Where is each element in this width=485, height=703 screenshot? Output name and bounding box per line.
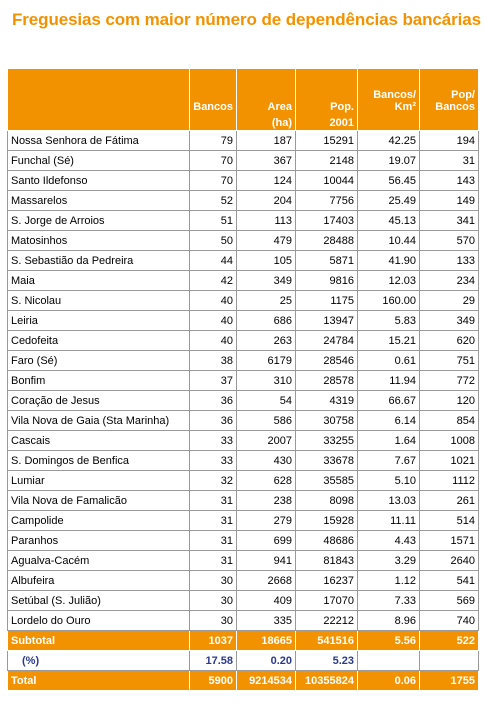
- cell-name: Vila Nova de Gaia (Sta Marinha): [8, 411, 190, 431]
- subtotal-row: [8, 631, 479, 651]
- cell-pop: 541516: [296, 631, 358, 651]
- percent-row: [8, 651, 479, 671]
- banks-table: [7, 68, 479, 691]
- cell-area: 335: [237, 611, 296, 631]
- cell-bkm: 5.83: [358, 311, 420, 331]
- cell-pop: 1175: [296, 291, 358, 311]
- cell-name: S. Sebastião da Pedreira: [8, 251, 190, 271]
- cell-bancos: 50: [190, 231, 237, 251]
- header-pop-year: 2001: [296, 115, 358, 131]
- cell-name: (%): [8, 651, 190, 671]
- cell-pb: 1571: [420, 531, 479, 551]
- cell-bancos: 40: [190, 311, 237, 331]
- table-row: [8, 551, 479, 571]
- cell-name: Funchal (Sé): [8, 151, 190, 171]
- table-row: [8, 171, 479, 191]
- cell-bkm: [358, 651, 420, 671]
- cell-bkm: 41.90: [358, 251, 420, 271]
- total-row: [8, 671, 479, 691]
- table-row: [8, 211, 479, 231]
- cell-area: 310: [237, 371, 296, 391]
- cell-bkm: 11.94: [358, 371, 420, 391]
- table-row: [8, 391, 479, 411]
- cell-pb: 1112: [420, 471, 479, 491]
- cell-bkm: 0.61: [358, 351, 420, 371]
- cell-pb: 854: [420, 411, 479, 431]
- cell-pop: 16237: [296, 571, 358, 591]
- cell-bkm: 6.14: [358, 411, 420, 431]
- cell-pop: 5871: [296, 251, 358, 271]
- table-row: [8, 531, 479, 551]
- cell-name: Total: [8, 671, 190, 691]
- cell-pb: 1008: [420, 431, 479, 451]
- cell-pop: 17403: [296, 211, 358, 231]
- cell-pop: 4319: [296, 391, 358, 411]
- cell-pb: 120: [420, 391, 479, 411]
- cell-name: Campolide: [8, 511, 190, 531]
- table-row: [8, 191, 479, 211]
- cell-name: Massarelos: [8, 191, 190, 211]
- cell-bancos: 31: [190, 511, 237, 531]
- cell-name: Paranhos: [8, 531, 190, 551]
- cell-bancos: 1037: [190, 631, 237, 651]
- cell-name: Bonfim: [8, 371, 190, 391]
- cell-pb: 341: [420, 211, 479, 231]
- table-row: [8, 151, 479, 171]
- cell-area: 263: [237, 331, 296, 351]
- cell-pb: 2640: [420, 551, 479, 571]
- cell-pb: 194: [420, 131, 479, 151]
- cell-pb: [420, 651, 479, 671]
- cell-bancos: 37: [190, 371, 237, 391]
- cell-bkm: 7.33: [358, 591, 420, 611]
- cell-name: Matosinhos: [8, 231, 190, 251]
- cell-pb: 740: [420, 611, 479, 631]
- cell-bkm: 42.25: [358, 131, 420, 151]
- table-row: [8, 351, 479, 371]
- cell-area: 6179: [237, 351, 296, 371]
- cell-pop: 8098: [296, 491, 358, 511]
- cell-bkm: 1.64: [358, 431, 420, 451]
- cell-bkm: 0.06: [358, 671, 420, 691]
- cell-area: 686: [237, 311, 296, 331]
- table-row: [8, 371, 479, 391]
- table-row: [8, 571, 479, 591]
- cell-bancos: 40: [190, 291, 237, 311]
- cell-pop: 35585: [296, 471, 358, 491]
- cell-area: 367: [237, 151, 296, 171]
- cell-bkm: 56.45: [358, 171, 420, 191]
- table-row: [8, 451, 479, 471]
- cell-pb: 349: [420, 311, 479, 331]
- cell-bancos: 33: [190, 451, 237, 471]
- cell-bkm: 15.21: [358, 331, 420, 351]
- cell-area: 25: [237, 291, 296, 311]
- cell-pop: 33678: [296, 451, 358, 471]
- cell-area: 2007: [237, 431, 296, 451]
- cell-bancos: 40: [190, 331, 237, 351]
- cell-bancos: 42: [190, 271, 237, 291]
- cell-pop: 13947: [296, 311, 358, 331]
- cell-area: 586: [237, 411, 296, 431]
- cell-pop: 10044: [296, 171, 358, 191]
- cell-name: S. Jorge de Arroios: [8, 211, 190, 231]
- cell-bkm: 4.43: [358, 531, 420, 551]
- cell-bancos: 44: [190, 251, 237, 271]
- cell-bancos: 32: [190, 471, 237, 491]
- header-bancos-km: Bancos/ Km²: [358, 69, 420, 116]
- cell-pop: 9816: [296, 271, 358, 291]
- cell-pb: 133: [420, 251, 479, 271]
- cell-pop: 22212: [296, 611, 358, 631]
- cell-bkm: 11.11: [358, 511, 420, 531]
- cell-area: 941: [237, 551, 296, 571]
- cell-bancos: 5900: [190, 671, 237, 691]
- cell-name: Faro (Sé): [8, 351, 190, 371]
- cell-name: Agualva-Cacém: [8, 551, 190, 571]
- cell-pb: 29: [420, 291, 479, 311]
- cell-pop: 17070: [296, 591, 358, 611]
- cell-bancos: 36: [190, 411, 237, 431]
- cell-bkm: 19.07: [358, 151, 420, 171]
- cell-pb: 149: [420, 191, 479, 211]
- cell-area: 9214534: [237, 671, 296, 691]
- cell-name: S. Nicolau: [8, 291, 190, 311]
- cell-bancos: 17.58: [190, 651, 237, 671]
- cell-area: 479: [237, 231, 296, 251]
- cell-bancos: 70: [190, 151, 237, 171]
- cell-pop: 15928: [296, 511, 358, 531]
- cell-area: 2668: [237, 571, 296, 591]
- cell-area: 124: [237, 171, 296, 191]
- cell-name: Coração de Jesus: [8, 391, 190, 411]
- table-row: [8, 251, 479, 271]
- cell-pb: 1021: [420, 451, 479, 471]
- cell-area: 18665: [237, 631, 296, 651]
- table-row: [8, 311, 479, 331]
- cell-bkm: 13.03: [358, 491, 420, 511]
- cell-bkm: 3.29: [358, 551, 420, 571]
- cell-pb: 620: [420, 331, 479, 351]
- cell-bancos: 51: [190, 211, 237, 231]
- cell-pb: 514: [420, 511, 479, 531]
- header-area: Area: [237, 69, 296, 116]
- cell-pb: 143: [420, 171, 479, 191]
- cell-area: 628: [237, 471, 296, 491]
- cell-bancos: 79: [190, 131, 237, 151]
- header-area-unit: (ha): [237, 115, 296, 131]
- cell-area: 409: [237, 591, 296, 611]
- table-row: [8, 271, 479, 291]
- cell-name: Lordelo do Ouro: [8, 611, 190, 631]
- table-row: [8, 611, 479, 631]
- cell-bkm: 8.96: [358, 611, 420, 631]
- cell-bkm: 1.12: [358, 571, 420, 591]
- cell-name: Subtotal: [8, 631, 190, 651]
- cell-name: S. Domingos de Benfica: [8, 451, 190, 471]
- cell-pop: 15291: [296, 131, 358, 151]
- cell-name: Santo Ildefonso: [8, 171, 190, 191]
- table-row: [8, 591, 479, 611]
- cell-bancos: 38: [190, 351, 237, 371]
- cell-bkm: 7.67: [358, 451, 420, 471]
- cell-pb: 1755: [420, 671, 479, 691]
- cell-bancos: 30: [190, 611, 237, 631]
- cell-pb: 751: [420, 351, 479, 371]
- cell-pop: 28546: [296, 351, 358, 371]
- header-pop: Pop.: [296, 69, 358, 116]
- table-row: [8, 411, 479, 431]
- cell-bkm: 45.13: [358, 211, 420, 231]
- cell-bkm: 25.49: [358, 191, 420, 211]
- cell-pop: 24784: [296, 331, 358, 351]
- cell-pb: 772: [420, 371, 479, 391]
- cell-area: 54: [237, 391, 296, 411]
- header-units-row: [8, 115, 479, 131]
- cell-area: 430: [237, 451, 296, 471]
- header-units-name: [8, 115, 190, 131]
- header-bancos: Bancos: [190, 69, 237, 116]
- cell-bancos: 30: [190, 591, 237, 611]
- cell-pb: 234: [420, 271, 479, 291]
- cell-pb: 522: [420, 631, 479, 651]
- cell-name: Lumiar: [8, 471, 190, 491]
- cell-area: 105: [237, 251, 296, 271]
- cell-pop: 33255: [296, 431, 358, 451]
- cell-bancos: 31: [190, 531, 237, 551]
- cell-pop: 28488: [296, 231, 358, 251]
- cell-bkm: 5.56: [358, 631, 420, 651]
- cell-area: 699: [237, 531, 296, 551]
- cell-bkm: 66.67: [358, 391, 420, 411]
- cell-area: 238: [237, 491, 296, 511]
- cell-pb: 261: [420, 491, 479, 511]
- cell-bkm: 5.10: [358, 471, 420, 491]
- cell-pb: 569: [420, 591, 479, 611]
- cell-pop: 5.23: [296, 651, 358, 671]
- cell-pop: 48686: [296, 531, 358, 551]
- cell-pop: 81843: [296, 551, 358, 571]
- cell-name: Leiria: [8, 311, 190, 331]
- cell-bkm: 12.03: [358, 271, 420, 291]
- cell-bancos: 31: [190, 491, 237, 511]
- table-row: [8, 291, 479, 311]
- cell-name: Albufeira: [8, 571, 190, 591]
- table-row: [8, 491, 479, 511]
- cell-name: Cascais: [8, 431, 190, 451]
- header-units-pb: [420, 115, 479, 131]
- cell-pop: 28578: [296, 371, 358, 391]
- cell-bkm: 160.00: [358, 291, 420, 311]
- cell-area: 349: [237, 271, 296, 291]
- table-row: [8, 511, 479, 531]
- cell-bkm: 10.44: [358, 231, 420, 251]
- cell-bancos: 30: [190, 571, 237, 591]
- cell-pb: 31: [420, 151, 479, 171]
- cell-bancos: 36: [190, 391, 237, 411]
- cell-bancos: 33: [190, 431, 237, 451]
- page-title: Freguesias com maior número de dependências bancárias: [12, 10, 481, 29]
- header-units-bkm: [358, 115, 420, 131]
- cell-pop: 30758: [296, 411, 358, 431]
- cell-area: 279: [237, 511, 296, 531]
- cell-name: Vila Nova de Famalicão: [8, 491, 190, 511]
- header-units-bancos: [190, 115, 237, 131]
- cell-name: Setúbal (S. Julião): [8, 591, 190, 611]
- cell-bancos: 31: [190, 551, 237, 571]
- cell-name: Maia: [8, 271, 190, 291]
- table-row: [8, 331, 479, 351]
- cell-name: Cedofeita: [8, 331, 190, 351]
- table-row: [8, 231, 479, 251]
- cell-pb: 570: [420, 231, 479, 251]
- cell-name: Nossa Senhora de Fátima: [8, 131, 190, 151]
- cell-pop: 10355824: [296, 671, 358, 691]
- cell-pop: 7756: [296, 191, 358, 211]
- cell-pb: 541: [420, 571, 479, 591]
- cell-area: 204: [237, 191, 296, 211]
- cell-pop: 2148: [296, 151, 358, 171]
- cell-area: 0.20: [237, 651, 296, 671]
- table-row: [8, 471, 479, 491]
- cell-bancos: 52: [190, 191, 237, 211]
- header-row: [8, 69, 479, 116]
- cell-bancos: 70: [190, 171, 237, 191]
- cell-area: 113: [237, 211, 296, 231]
- header-name: [8, 69, 190, 116]
- table-row: [8, 131, 479, 151]
- cell-area: 187: [237, 131, 296, 151]
- header-pop-bancos: Pop/ Bancos: [420, 69, 479, 116]
- table-row: [8, 431, 479, 451]
